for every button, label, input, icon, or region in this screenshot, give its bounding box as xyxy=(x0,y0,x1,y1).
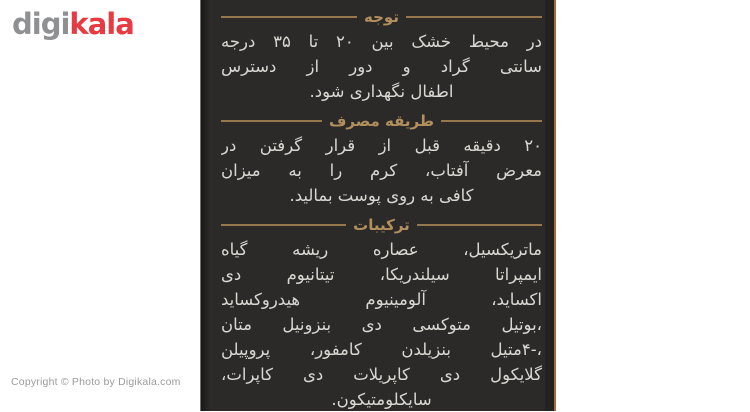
label-text-line: ایمپراتا سیلندریکا، تیتانیوم دی xyxy=(221,265,542,284)
heading-rule xyxy=(417,224,542,226)
label-text-line: ،-۴متیل بنزیلدن کامفور، پروپیلن xyxy=(221,340,542,359)
ingredients-text xyxy=(221,237,542,412)
label-text-line: گلایکول دی کاپریلات دی کاپرات، xyxy=(221,365,542,384)
section-heading-text: ترکیبات xyxy=(353,216,410,234)
heading-rule xyxy=(221,120,322,122)
section-heading-attention xyxy=(221,7,542,27)
heading-rule xyxy=(221,16,357,18)
copyright-text: Copyright © Photo by Digikala.com xyxy=(11,376,181,388)
label-text-line: اکساید، آلومینیوم هیدروکساید xyxy=(221,290,542,309)
label-text-line: ماتریکسیل، عصاره ریشه گیاه xyxy=(221,240,542,259)
product-package-back-label xyxy=(200,0,556,411)
section-heading-text: توجه xyxy=(364,8,399,26)
label-text-line: کافی به روی پوست بمالید. xyxy=(289,186,474,205)
label-text-line: ،بوتیل متوکسی دی بنزونیل متان xyxy=(221,315,542,334)
label-text-line: اطفال نگهداری شود. xyxy=(309,82,454,101)
section-heading-ingredients xyxy=(221,215,542,235)
label-text-line: معرض آفتاب، کرم را به میزان xyxy=(221,161,542,180)
package-edge-shade xyxy=(545,0,554,411)
logo-kala-text: kala xyxy=(69,7,134,41)
label-text-line: سانتی گراد و دور از دسترس xyxy=(221,57,542,76)
label-text-line: در محیط خشک بین ۲۰ تا ۳۵ درجه xyxy=(221,32,542,51)
label-text-line: ۲۰ دقیقه قبل از قرار گرفتن در xyxy=(221,136,542,155)
heading-rule xyxy=(406,16,542,18)
logo-digi-text: digi xyxy=(12,7,70,41)
section-heading-text: طریقه مصرف xyxy=(328,112,435,130)
heading-rule xyxy=(221,224,346,226)
attention-text xyxy=(221,29,542,104)
directions-text xyxy=(221,133,542,208)
label-text-line: سایکلومتیکون. xyxy=(331,390,432,409)
heading-rule xyxy=(441,120,542,122)
digikala-logo xyxy=(12,7,134,41)
section-heading-directions xyxy=(221,111,542,131)
